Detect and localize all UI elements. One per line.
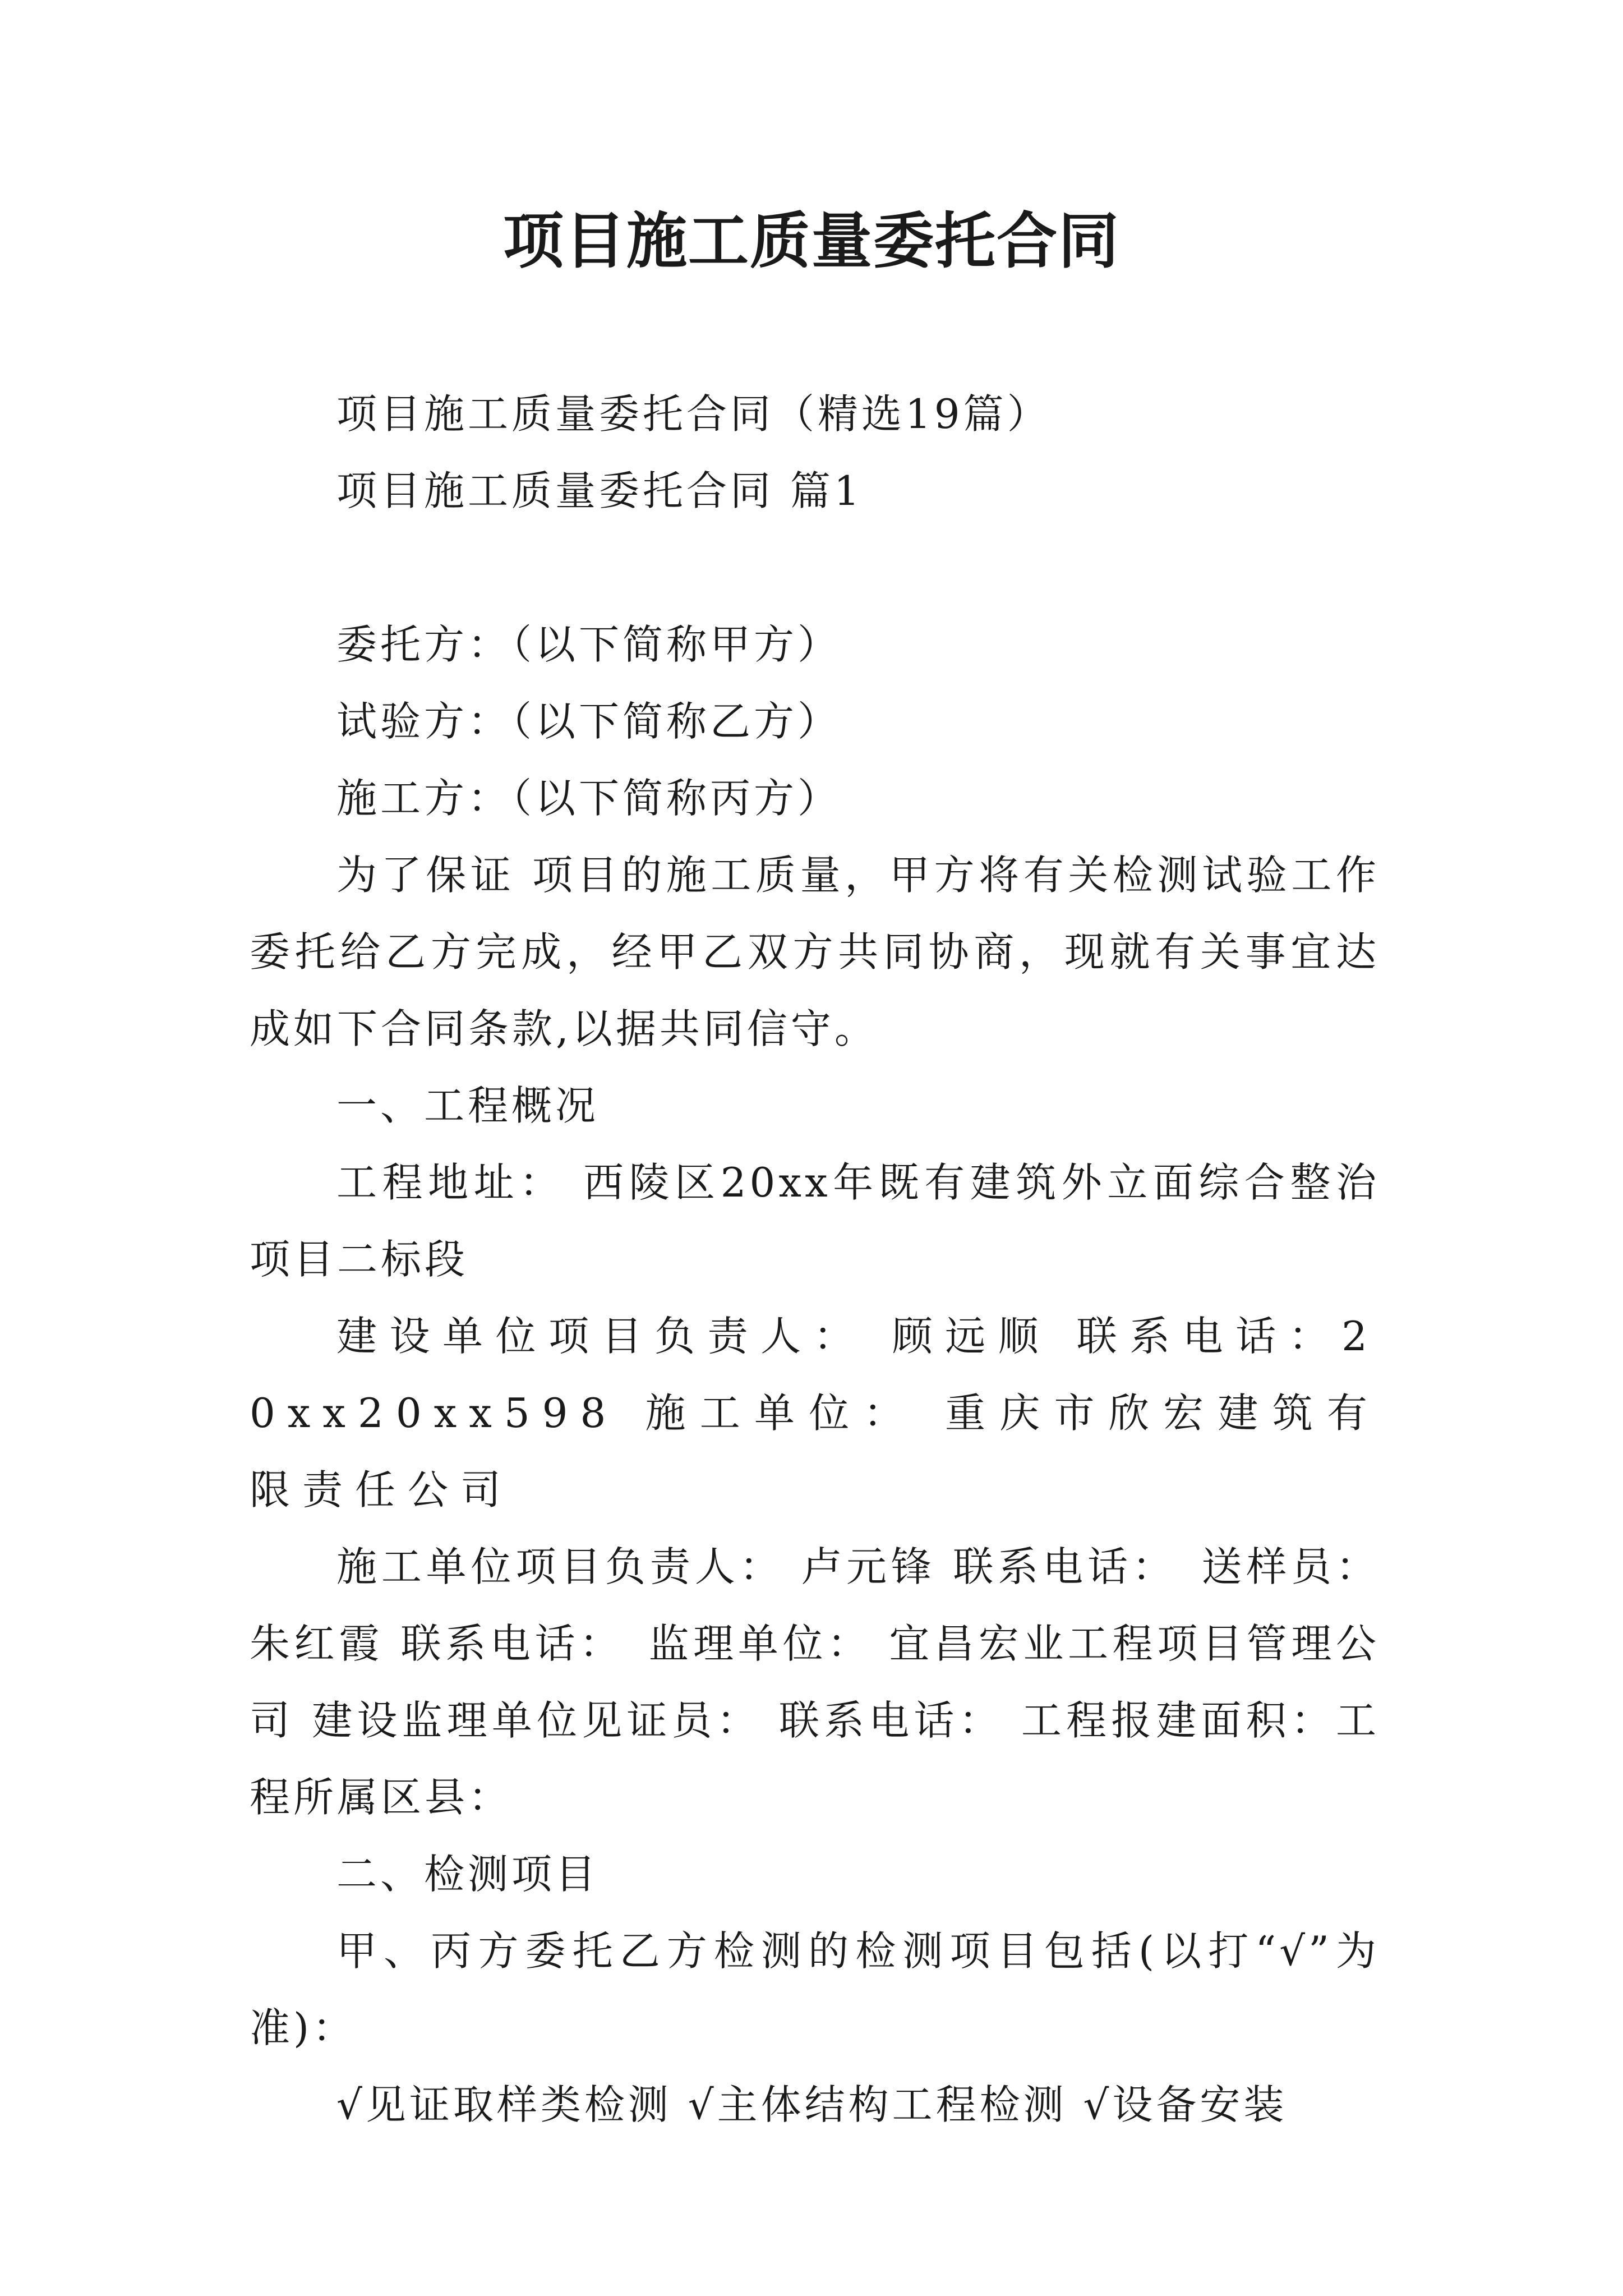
party-principal: 委托方：（以下简称甲方） bbox=[336, 621, 842, 668]
project-address: 工程地址： 西陵区20xx年既有建筑外立面综合整治项目二标段 bbox=[250, 1159, 1380, 1283]
party-contractor: 施工方：（以下简称丙方） bbox=[336, 775, 842, 822]
heading-project-overview: 一、工程概况 bbox=[336, 1082, 600, 1129]
contractor-line: 施工单位项目负责人： 卢元锋 联系电话： 送样员：朱红霞 联系电话： 监理单位： 宜昌宏业工程项目管理公司 建设监理单位见证员： 联系电话： 工程报建面积：工程所属区县： bbox=[250, 1543, 1380, 1821]
checklist-line: √见证取样类检测 √主体结构工程检测 √设备安装 bbox=[336, 2081, 1288, 2128]
heading-test-items: 二、检测项目 bbox=[336, 1851, 600, 1898]
document-body bbox=[250, 376, 1380, 2143]
document-title: 项目施工质量委托合同 bbox=[502, 206, 1120, 277]
blank-line bbox=[250, 530, 1380, 606]
party-tester: 试验方：（以下简称乙方） bbox=[336, 698, 842, 745]
document-subtitle: 项目施工质量委托合同（精选19篇） bbox=[336, 390, 1051, 438]
intro-paragraph: 为了保证 项目的施工质量，甲方将有关检测试验工作委托给乙方完成，经甲乙双方共同协商，现就有关事宜达成如下合同条款,以据共同信守。 bbox=[250, 852, 1380, 1052]
section-heading: 项目施工质量委托合同 篇1 bbox=[336, 467, 863, 514]
scope-intro: 甲、丙方委托乙方检测的检测项目包括(以打“√”为准)： bbox=[250, 1927, 1380, 2051]
owner-manager-line: 建设单位项目负责人： 顾远顺 联系电话：20xx20xx598 施工单位： 重庆市欣宏建筑有限责任公司 bbox=[250, 1313, 1380, 1513]
